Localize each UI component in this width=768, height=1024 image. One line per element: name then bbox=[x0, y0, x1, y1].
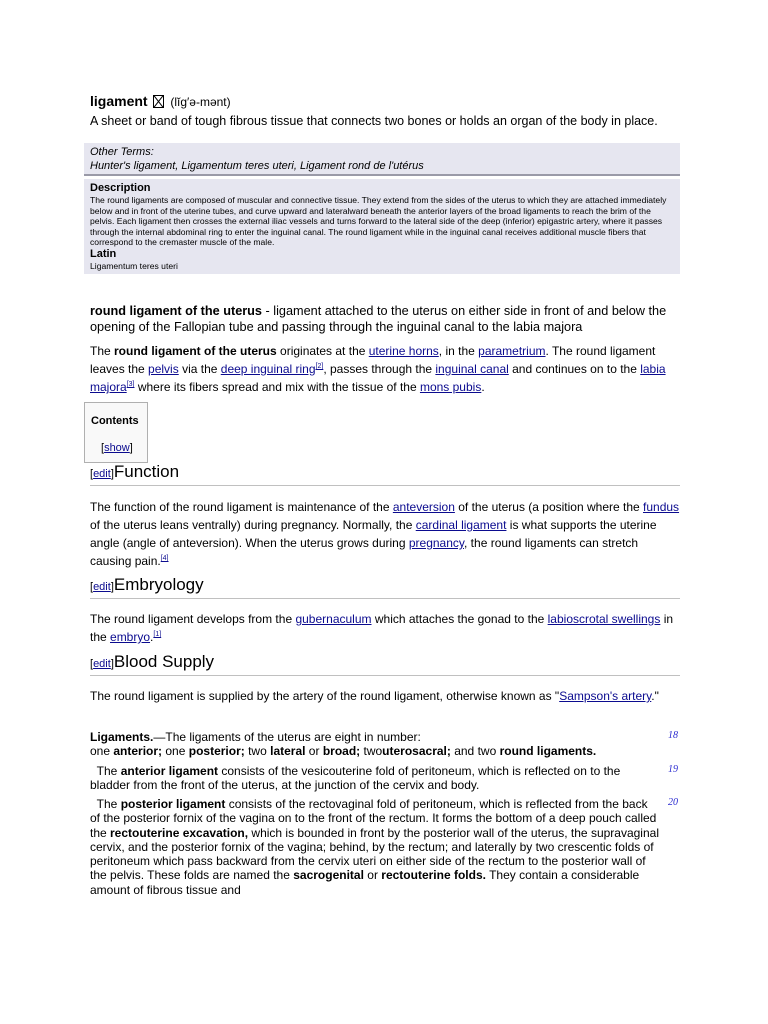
edit-link-blood-supply[interactable]: edit bbox=[93, 658, 111, 670]
ligaments-paragraph bbox=[90, 730, 660, 759]
section-title-blood-supply: Blood Supply bbox=[113, 652, 215, 671]
bracket-open: [ bbox=[101, 442, 105, 454]
latin-value: Ligamentum teres uteri bbox=[90, 260, 178, 271]
text: or bbox=[305, 744, 323, 759]
term-definition: A sheet or band of tough fibrous tissue that connects two bones or holds an organ of the body in place. bbox=[90, 114, 658, 128]
bracket-close: ] bbox=[129, 442, 133, 454]
para-text: of the uterus leans ventrally) during pregnancy. Normally, the bbox=[90, 518, 416, 532]
link-uterine-horns[interactable]: uterine horns bbox=[368, 344, 439, 358]
link-sampsons-artery[interactable]: Sampson's artery bbox=[559, 689, 652, 703]
reference-3[interactable]: [3] bbox=[126, 381, 135, 388]
text: The bbox=[96, 797, 121, 811]
text: one bbox=[90, 744, 114, 759]
para-text: ." bbox=[651, 689, 659, 703]
latin-label: Latin bbox=[90, 247, 117, 260]
text: two bbox=[360, 744, 383, 759]
section-title-embryology: Embryology bbox=[113, 575, 204, 594]
term-title: ligament bbox=[90, 93, 148, 109]
intro-text: . bbox=[481, 380, 485, 394]
bold-text: Ligaments. bbox=[90, 730, 154, 744]
link-pregnancy[interactable]: pregnancy bbox=[408, 536, 465, 550]
edit-bracket: [ bbox=[90, 581, 94, 593]
edit-link-embryology[interactable]: edit bbox=[93, 581, 111, 593]
intro-text: . The round ligament leaves the bbox=[90, 344, 656, 376]
intro-text: where its fibers spread and mix with the tissue of the bbox=[134, 380, 420, 394]
edit-bracket: ] bbox=[110, 581, 114, 593]
reference-2[interactable]: [2] bbox=[315, 363, 324, 370]
other-terms-label: Other Terms: bbox=[90, 146, 154, 158]
edit-bracket: [ bbox=[90, 658, 94, 670]
link-mons-pubis[interactable]: mons pubis bbox=[419, 380, 482, 394]
text: and two bbox=[450, 744, 500, 759]
intro-text: and continues on to the bbox=[508, 362, 641, 376]
para-text: of the uterus (a position where the bbox=[454, 500, 644, 514]
link-labia-majora[interactable]: labia majora bbox=[90, 362, 666, 394]
missing-glyph-icon bbox=[153, 95, 164, 108]
round-ligament-intro bbox=[90, 342, 680, 396]
blood-supply-paragraph bbox=[90, 687, 680, 705]
other-terms-value: Hunter's ligament, Ligamentum teres uteri, Ligament rond de l'utérus bbox=[90, 160, 424, 172]
link-labioscrotal-swellings[interactable]: labioscrotal swellings bbox=[547, 612, 661, 626]
bold-text: rectouterine excavation, bbox=[110, 825, 249, 840]
edit-bracket: [ bbox=[90, 468, 94, 480]
text: consists of the rectovaginal fold of peritoneum, which is reflected from the back of the posterior fornix of the vagina on to the front of the rectum. It forms the bottom of a deep pouch called the bbox=[90, 797, 657, 840]
link-parametrium[interactable]: parametrium bbox=[478, 344, 546, 358]
bold-text: round ligaments. bbox=[499, 744, 597, 759]
bold-text: broad; bbox=[322, 744, 361, 759]
section-heading-embryology bbox=[90, 575, 680, 599]
text: or bbox=[363, 868, 382, 883]
link-inguinal-canal[interactable]: inguinal canal bbox=[435, 362, 509, 376]
intro-text: , in the bbox=[438, 344, 479, 358]
text: —The ligaments of the uterus are eight in number: bbox=[153, 730, 421, 744]
para-text: is what supports the uterine angle (angle of anteversion). When the uterus grows during bbox=[90, 518, 657, 550]
round-ligament-definition bbox=[90, 303, 680, 335]
section-heading-blood-supply bbox=[90, 652, 680, 676]
intro-text: via the bbox=[178, 362, 221, 376]
bold-text: anterior ligament bbox=[120, 764, 219, 778]
function-paragraph bbox=[90, 498, 680, 570]
anterior-ligament-paragraph bbox=[90, 764, 660, 793]
text: two bbox=[244, 744, 271, 759]
intro-text: , passes through the bbox=[323, 362, 436, 376]
para-text: The round ligament develops from the bbox=[90, 612, 296, 626]
paragraph-number: 18 bbox=[668, 730, 678, 741]
bold-text: posterior; bbox=[188, 744, 245, 759]
text: one bbox=[162, 744, 189, 759]
para-text: The function of the round ligament is maintenance of the bbox=[90, 500, 393, 514]
section-title-function: Function bbox=[113, 462, 180, 481]
bold-text: rectouterine folds. bbox=[381, 868, 486, 883]
para-text: , the round ligaments can stretch causing pain. bbox=[90, 536, 639, 568]
dictionary-heading bbox=[90, 93, 690, 109]
paragraph-number: 20 bbox=[668, 797, 678, 808]
description-box bbox=[84, 179, 680, 274]
text: consists of the vesicouterine fold of peritoneum, which is reflected on to the bladder from the front of the uterus, at the junction of the cervix and body. bbox=[90, 764, 621, 793]
show-contents-link[interactable]: show bbox=[104, 442, 130, 454]
text: They contain a considerable amount of fibrous tissue and bbox=[90, 868, 640, 897]
link-pelvis[interactable]: pelvis bbox=[148, 362, 179, 376]
paragraph-number: 19 bbox=[668, 764, 678, 775]
pronunciation: (lĭg′ə-mənt) bbox=[170, 95, 231, 109]
edit-bracket: ] bbox=[110, 658, 114, 670]
description-label: Description bbox=[90, 182, 151, 194]
intro-text: The bbox=[90, 344, 115, 358]
link-anteversion[interactable]: anteversion bbox=[392, 500, 455, 514]
text: which is bounded in front by the posterior wall of the uterus, the supravaginal cervix, and the posterior fornix of the vagina; behind, by the rectum; and laterally by two crescentic folds of peritoneum which pass backward from the cervix uteri on either side of the rectum to the posterior wall of the pelvis. These folds are named the bbox=[90, 825, 659, 883]
link-deep-inguinal-ring[interactable]: deep inguinal ring bbox=[220, 362, 316, 376]
other-terms-box bbox=[84, 143, 680, 176]
link-cardinal-ligament[interactable]: cardinal ligament bbox=[415, 518, 507, 532]
contents-toggle bbox=[101, 442, 133, 454]
para-text: in the bbox=[90, 612, 674, 644]
bold-text: posterior ligament bbox=[120, 797, 226, 811]
para-text: . bbox=[150, 630, 154, 644]
description-text: The round ligaments are composed of muscular and connective tissue. They extend from the sides of the uterus to which they are attached immediately below and in front of the uterine tubes, and curve upward and lateralward beneath the anterior layers of the broad ligaments to reach the brim of the pelvis. Each ligament then crosses the external iliac vessels and turns forward to the lateral side of the deep (inferior) epigastric artery, where it passes through the internal abdominal ring to enter the inguinal canal. The round ligament while in the inguinal canal receives additional muscle fibers that correspond to the cremaster muscle of the male. bbox=[90, 195, 667, 247]
edit-bracket: ] bbox=[110, 468, 114, 480]
contents-title: Contents bbox=[91, 415, 139, 427]
para-text: The round ligament is supplied by the artery of the round ligament, otherwise known as " bbox=[90, 689, 560, 703]
bold-text: lateral bbox=[270, 744, 306, 759]
posterior-ligament-paragraph bbox=[90, 797, 660, 897]
reference-4[interactable]: [4] bbox=[160, 555, 169, 562]
intro-text: originates at the bbox=[276, 344, 369, 358]
intro-bold-term: round ligament of the uterus bbox=[114, 344, 277, 358]
bold-text: uterosacral; bbox=[382, 744, 451, 759]
link-embryo[interactable]: embryo bbox=[110, 630, 151, 644]
table-of-contents bbox=[84, 402, 148, 463]
bold-text: anterior; bbox=[113, 744, 163, 759]
round-ligament-term: round ligament of the uterus bbox=[90, 304, 262, 318]
bold-text: sacrogenital bbox=[293, 868, 364, 883]
link-fundus[interactable]: fundus bbox=[643, 500, 680, 514]
edit-link-function[interactable]: edit bbox=[93, 468, 111, 480]
round-ligament-definition-text: - ligament attached to the uterus on either side in front of and below the opening of the Fallopian tube and passing through the inguinal canal to the labia majora bbox=[90, 304, 667, 334]
reference-1[interactable]: [1] bbox=[153, 631, 162, 638]
link-gubernaculum[interactable]: gubernaculum bbox=[295, 612, 372, 626]
text: The bbox=[96, 764, 121, 778]
para-text: which attaches the gonad to the bbox=[371, 612, 548, 626]
section-heading-function bbox=[90, 462, 680, 486]
embryology-paragraph bbox=[90, 610, 680, 646]
